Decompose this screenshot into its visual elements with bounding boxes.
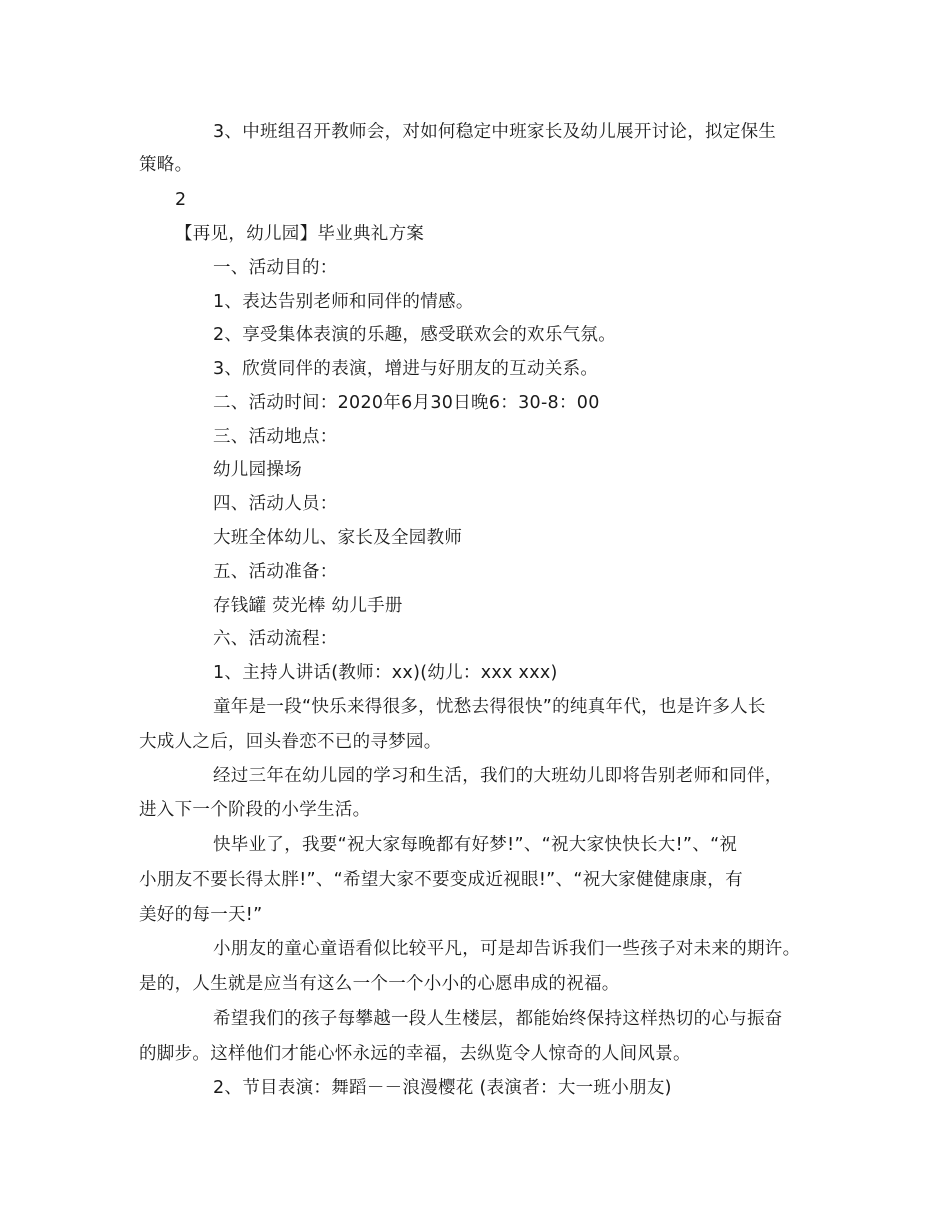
paragraph-line: 存钱罐 荧光棒 幼儿手册 [213, 596, 403, 616]
paragraph-line: 经过三年在幼儿园的学习和生活，我们的大班幼儿即将告别老师和同伴， [213, 766, 783, 786]
list-item: 2、节目表演：舞蹈－－浪漫樱花 (表演者：大一班小朋友) [213, 1078, 672, 1098]
heading-line: 四、活动人员： [213, 494, 338, 514]
page-number: 2 [175, 190, 187, 210]
paragraph-line: 3、中班组召开教师会，对如何稳定中班家长及幼儿展开讨论，拟定保生 [213, 122, 777, 142]
paragraph-line: 快毕业了，我要“祝大家每晚都有好梦!”、“祝大家快快长大!”、“祝 [213, 835, 738, 855]
heading-line: 三、活动地点： [213, 427, 338, 447]
list-item: 2、享受集体表演的乐趣，感受联欢会的欢乐气氛。 [213, 325, 617, 345]
heading-line: 六、活动流程： [213, 629, 338, 649]
paragraph-line: 大班全体幼儿、家长及全园教师 [213, 528, 463, 548]
list-item: 1、主持人讲话(教师：xx)(幼儿：xxx xxx) [213, 663, 558, 683]
paragraph-line: 策略。 [139, 155, 193, 175]
heading-line: 二、活动时间：2020年6月30日晚6：30-8：00 [213, 393, 600, 413]
paragraph-line: 进入下一个阶段的小学生活。 [139, 800, 371, 820]
paragraph-line: 童年是一段“快乐来得很多，忧愁去得很快”的纯真年代，也是许多人长 [213, 697, 766, 717]
heading-line: 五、活动准备： [213, 562, 338, 582]
section-title: 【再见，幼儿园】毕业典礼方案 [175, 224, 425, 244]
paragraph-line: 希望我们的孩子每攀越一段人生楼层，都能始终保持这样热切的心与振奋 [213, 1009, 783, 1029]
paragraph-line: 的脚步。这样他们才能心怀永远的幸福，去纵览令人惊奇的人间风景。 [139, 1044, 691, 1064]
paragraph-line: 幼儿园操场 [213, 460, 302, 480]
heading-line: 一、活动目的： [213, 258, 338, 278]
paragraph-line: 是的，人生就是应当有这么一个一个小小的心愿串成的祝福。 [139, 974, 620, 994]
list-item: 1、表达告别老师和同伴的情感。 [213, 292, 474, 312]
paragraph-line: 小朋友不要长得太胖!”、“希望大家不要变成近视眼!”、“祝大家健健康康，有 [139, 870, 743, 890]
paragraph-line: 小朋友的童心童语看似比较平凡，可是却告诉我们一些孩子对未来的期许。 [213, 939, 801, 959]
paragraph-line: 大成人之后，回头眷恋不已的寻梦园。 [139, 732, 442, 752]
paragraph-line: 美好的每一天!” [139, 905, 263, 925]
list-item: 3、欣赏同伴的表演，增进与好朋友的互动关系。 [213, 359, 599, 379]
